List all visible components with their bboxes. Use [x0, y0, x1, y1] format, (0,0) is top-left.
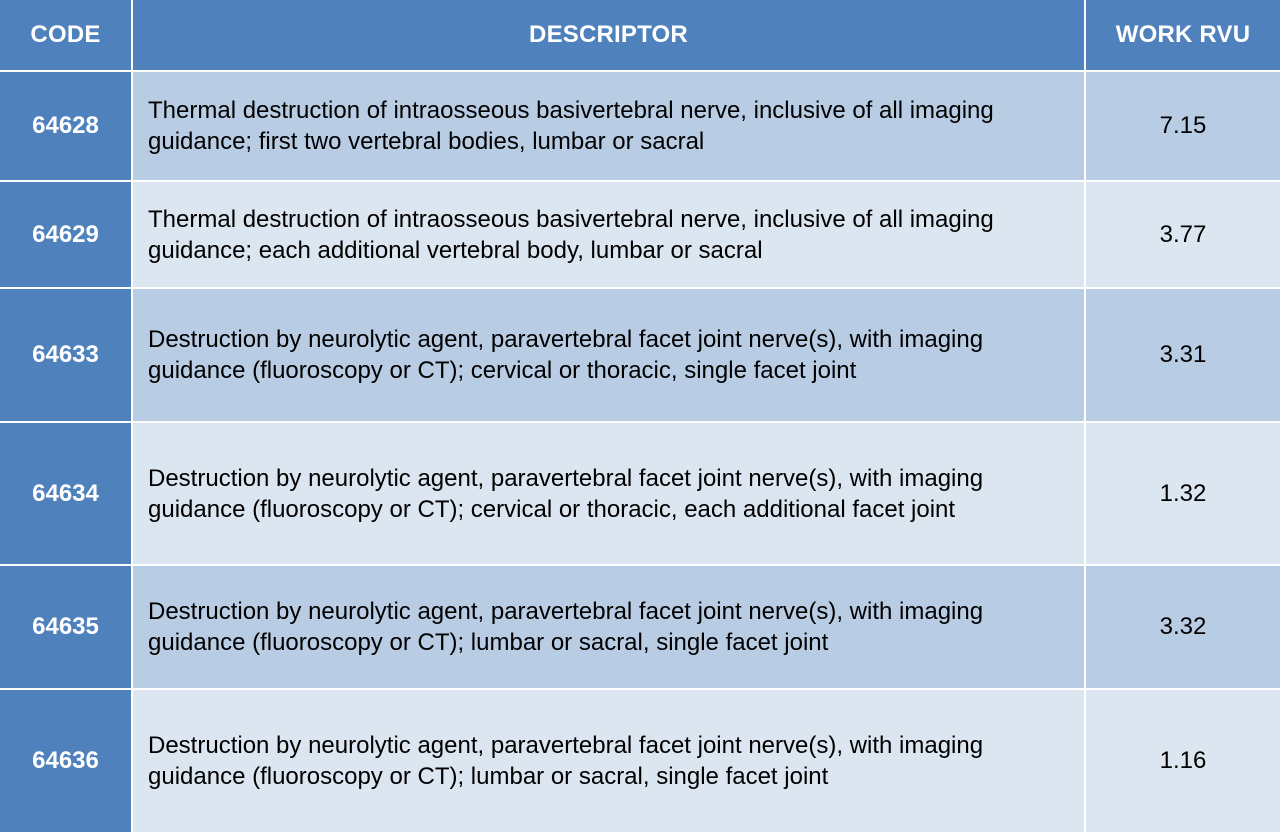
row-work-rvu: 1.32	[1086, 423, 1280, 566]
row-descriptor: Destruction by neurolytic agent, paravertebral facet joint nerve(s), with imaging guidance (fluoroscopy or CT); lumbar or sacral, single facet joint	[133, 566, 1086, 690]
row-code: 64635	[0, 566, 133, 690]
row-work-rvu: 1.16	[1086, 690, 1280, 834]
row-descriptor: Destruction by neurolytic agent, paravertebral facet joint nerve(s), with imaging guidance (fluoroscopy or CT); lumbar or sacral, single facet joint	[133, 690, 1086, 834]
header-code: CODE	[0, 0, 133, 72]
row-descriptor: Destruction by neurolytic agent, paravertebral facet joint nerve(s), with imaging guidance (fluoroscopy or CT); cervical or thoracic, each additional facet joint	[133, 423, 1086, 566]
row-descriptor: Destruction by neurolytic agent, paravertebral facet joint nerve(s), with imaging guidance (fluoroscopy or CT); cervical or thoracic, single facet joint	[133, 289, 1086, 423]
header-work-rvu: WORK RVU	[1086, 0, 1280, 72]
header-descriptor: DESCRIPTOR	[133, 0, 1086, 72]
row-work-rvu: 3.32	[1086, 566, 1280, 690]
row-work-rvu: 3.77	[1086, 182, 1280, 289]
row-descriptor: Thermal destruction of intraosseous basivertebral nerve, inclusive of all imaging guidance; first two vertebral bodies, lumbar or sacral	[133, 72, 1086, 182]
row-work-rvu: 7.15	[1086, 72, 1280, 182]
row-code: 64629	[0, 182, 133, 289]
row-code: 64636	[0, 690, 133, 834]
row-work-rvu: 3.31	[1086, 289, 1280, 423]
row-code: 64634	[0, 423, 133, 566]
row-code: 64633	[0, 289, 133, 423]
row-descriptor: Thermal destruction of intraosseous basivertebral nerve, inclusive of all imaging guidance; each additional vertebral body, lumbar or sacral	[133, 182, 1086, 289]
row-code: 64628	[0, 72, 133, 182]
